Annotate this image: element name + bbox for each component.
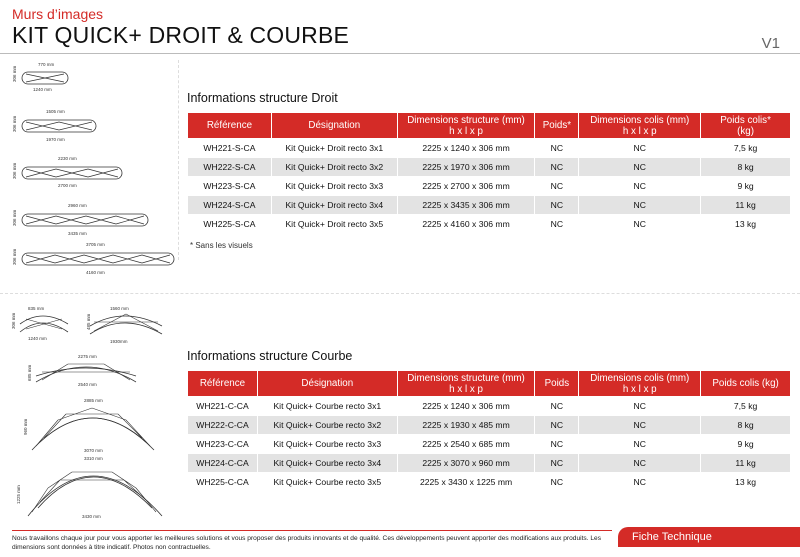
- column-header: Poids colis* (kg): [701, 113, 791, 139]
- table-row: [188, 215, 791, 234]
- dim-bottom: 2540 mm: [78, 382, 97, 387]
- cell: NC: [579, 435, 701, 454]
- table-courbe: [187, 370, 791, 492]
- cell: 2225 x 3435 x 306 mm: [397, 196, 535, 215]
- table-row: [188, 158, 791, 177]
- diagrams-courbe: [6, 302, 174, 524]
- diagram-droit-3x2: [12, 109, 96, 142]
- dim-side: 306 mm: [12, 248, 17, 265]
- cell: 2225 x 2540 x 685 mm: [397, 435, 535, 454]
- cell: NC: [579, 196, 701, 215]
- cell: 7,5 kg: [701, 397, 791, 416]
- column-header: Dimensions colis (mm) h x l x p: [579, 371, 701, 397]
- cell: 2225 x 1240 x 306 mm: [397, 139, 535, 158]
- cell: WH221-C-CA: [188, 397, 258, 416]
- dim-bottom: 3430 mm: [82, 514, 101, 519]
- footnote: * Sans les visuels: [190, 241, 253, 250]
- dim-top: 770 mm: [38, 62, 55, 67]
- cell: NC: [535, 158, 579, 177]
- cell: 8 kg: [701, 416, 791, 435]
- cell: 9 kg: [701, 435, 791, 454]
- column-header: Référence: [188, 113, 272, 139]
- cell: Kit Quick+ Courbe recto 3x2: [257, 416, 397, 435]
- dim-bottom: 1930mm: [110, 339, 128, 344]
- cell: NC: [579, 473, 701, 492]
- cell: NC: [535, 177, 579, 196]
- cell: 2225 x 2700 x 306 mm: [397, 177, 535, 196]
- dim-side: 306 mm: [12, 115, 17, 132]
- dim-top: 2275 mm: [78, 354, 97, 359]
- diagram-droit-3x4: [12, 203, 148, 236]
- diagram-droit-3x5: [12, 242, 174, 275]
- cell: 7,5 kg: [701, 139, 791, 158]
- diagram-courbe-3x1: [11, 306, 68, 341]
- column-header: Référence: [188, 371, 258, 397]
- cell: Kit Quick+ Courbe recto 3x3: [257, 435, 397, 454]
- dim-bottom: 1240 mm: [33, 87, 52, 92]
- cell: NC: [535, 435, 579, 454]
- cell: NC: [579, 139, 701, 158]
- cell: WH223-S-CA: [188, 177, 272, 196]
- dim-bottom: 3435 mm: [68, 231, 87, 236]
- diagram-droit-3x3: [12, 156, 122, 188]
- dim-bottom: 3070 mm: [84, 448, 103, 453]
- table-row: [188, 454, 791, 473]
- fiche-technique-badge: Fiche Technique: [618, 527, 800, 547]
- cell: WH221-S-CA: [188, 139, 272, 158]
- dim-bottom: 1970 mm: [46, 137, 65, 142]
- cell: WH224-S-CA: [188, 196, 272, 215]
- cell: NC: [579, 158, 701, 177]
- cell: NC: [535, 473, 579, 492]
- cell: NC: [535, 397, 579, 416]
- cell: Kit Quick+ Droit recto 3x3: [271, 177, 397, 196]
- diagram-courbe-3x2: [86, 306, 162, 344]
- dim-top: 835 mm: [28, 306, 45, 311]
- table-row: [188, 177, 791, 196]
- diagram-courbe-3x3: [27, 354, 136, 387]
- dim-side: 306 mm: [12, 65, 17, 82]
- dim-top: 2230 mm: [58, 156, 77, 161]
- table-header-row: [188, 113, 791, 139]
- cell: WH222-S-CA: [188, 158, 272, 177]
- cell: 8 kg: [701, 158, 791, 177]
- column-header: Dimensions structure (mm) h x l x p: [397, 113, 535, 139]
- dim-bottom: 2700 mm: [58, 183, 77, 188]
- dim-side: 1225 mm: [16, 485, 21, 504]
- table-row: [188, 473, 791, 492]
- cell: 13 kg: [701, 215, 791, 234]
- cell: WH225-C-CA: [188, 473, 258, 492]
- column-header: Dimensions colis (mm) h x l x p: [579, 113, 701, 139]
- cell: NC: [535, 454, 579, 473]
- cell: Kit Quick+ Courbe recto 3x4: [257, 454, 397, 473]
- cell: Kit Quick+ Courbe recto 3x1: [257, 397, 397, 416]
- diagram-droit-3x1: [12, 62, 68, 92]
- cell: WH225-S-CA: [188, 215, 272, 234]
- table-header-row: [188, 371, 791, 397]
- header-divider: [0, 53, 800, 54]
- diagrams-droit: [6, 60, 178, 285]
- table-row: [188, 139, 791, 158]
- cell: NC: [579, 454, 701, 473]
- cell: 2225 x 3430 x 1225 mm: [397, 473, 535, 492]
- table-row: [188, 397, 791, 416]
- dim-side: 960 mm: [23, 418, 28, 435]
- cell: 9 kg: [701, 177, 791, 196]
- column-header: Désignation: [257, 371, 397, 397]
- column-header: Poids colis (kg): [701, 371, 791, 397]
- cell: WH224-C-CA: [188, 454, 258, 473]
- table-droit: [187, 112, 791, 234]
- column-header: Dimensions structure (mm) h x l x p: [397, 371, 535, 397]
- cell: WH223-C-CA: [188, 435, 258, 454]
- cell: Kit Quick+ Droit recto 3x1: [271, 139, 397, 158]
- table-row: [188, 435, 791, 454]
- cell: NC: [579, 177, 701, 196]
- dim-top: 3310 mm: [84, 456, 103, 461]
- diagram-courbe-3x4: [23, 398, 154, 453]
- cell: NC: [535, 416, 579, 435]
- column-header: Désignation: [271, 113, 397, 139]
- column-header: Poids*: [535, 113, 579, 139]
- table-row: [188, 196, 791, 215]
- cell: Kit Quick+ Courbe recto 3x5: [257, 473, 397, 492]
- dim-side: 306 mm: [12, 162, 17, 179]
- dim-side: 306 mm: [12, 209, 17, 226]
- footer-divider: [12, 530, 612, 531]
- cell: WH222-C-CA: [188, 416, 258, 435]
- dim-side: 306 mm: [11, 312, 16, 329]
- cell: 2225 x 3070 x 960 mm: [397, 454, 535, 473]
- cell: Kit Quick+ Droit recto 3x5: [271, 215, 397, 234]
- section-title-courbe: Informations structure Courbe: [187, 349, 353, 363]
- header-subtitle: Murs d’images: [12, 6, 104, 22]
- section-divider: [0, 293, 800, 294]
- dim-top: 2885 mm: [84, 398, 103, 403]
- cell: 2225 x 1930 x 485 mm: [397, 416, 535, 435]
- cell: NC: [535, 215, 579, 234]
- column-header: Poids: [535, 371, 579, 397]
- cell: NC: [535, 139, 579, 158]
- cell: NC: [579, 215, 701, 234]
- dim-top: 2960 mm: [68, 203, 87, 208]
- cell: 2225 x 4160 x 306 mm: [397, 215, 535, 234]
- dim-top: 3705 mm: [86, 242, 105, 247]
- dim-bottom: 1240 mm: [28, 336, 47, 341]
- dim-side: 685 mm: [27, 364, 32, 381]
- cell: 11 kg: [701, 196, 791, 215]
- cell: NC: [579, 397, 701, 416]
- cell: 11 kg: [701, 454, 791, 473]
- dim-top: 1560 mm: [110, 306, 129, 311]
- diagram-courbe-3x5: [16, 456, 162, 519]
- cell: NC: [579, 416, 701, 435]
- dim-bottom: 4160 mm: [86, 270, 105, 275]
- cell: 2225 x 1970 x 306 mm: [397, 158, 535, 177]
- footer-disclaimer: Nous travaillons chaque jour pour vous apporter les meilleures solutions et vous proposer des produits innovants et de qualité. Ces développements peuvent apporter des modifications aux produits. Les dimensions sont données à titre indicatif. Photos non contractuelles.: [12, 535, 602, 551]
- page-title: KIT QUICK+ DROIT & COURBE: [12, 22, 350, 48]
- cell: NC: [535, 196, 579, 215]
- cell: 13 kg: [701, 473, 791, 492]
- dim-top: 1505 mm: [46, 109, 65, 114]
- section-title-droit: Informations structure Droit: [187, 91, 338, 105]
- cell: 2225 x 1240 x 306 mm: [397, 397, 535, 416]
- cell: Kit Quick+ Droit recto 3x2: [271, 158, 397, 177]
- dim-side: 485 mm: [86, 313, 91, 330]
- diagram-column-divider: [178, 60, 179, 260]
- cell: Kit Quick+ Droit recto 3x4: [271, 196, 397, 215]
- table-row: [188, 416, 791, 435]
- version-label: V1: [761, 35, 780, 52]
